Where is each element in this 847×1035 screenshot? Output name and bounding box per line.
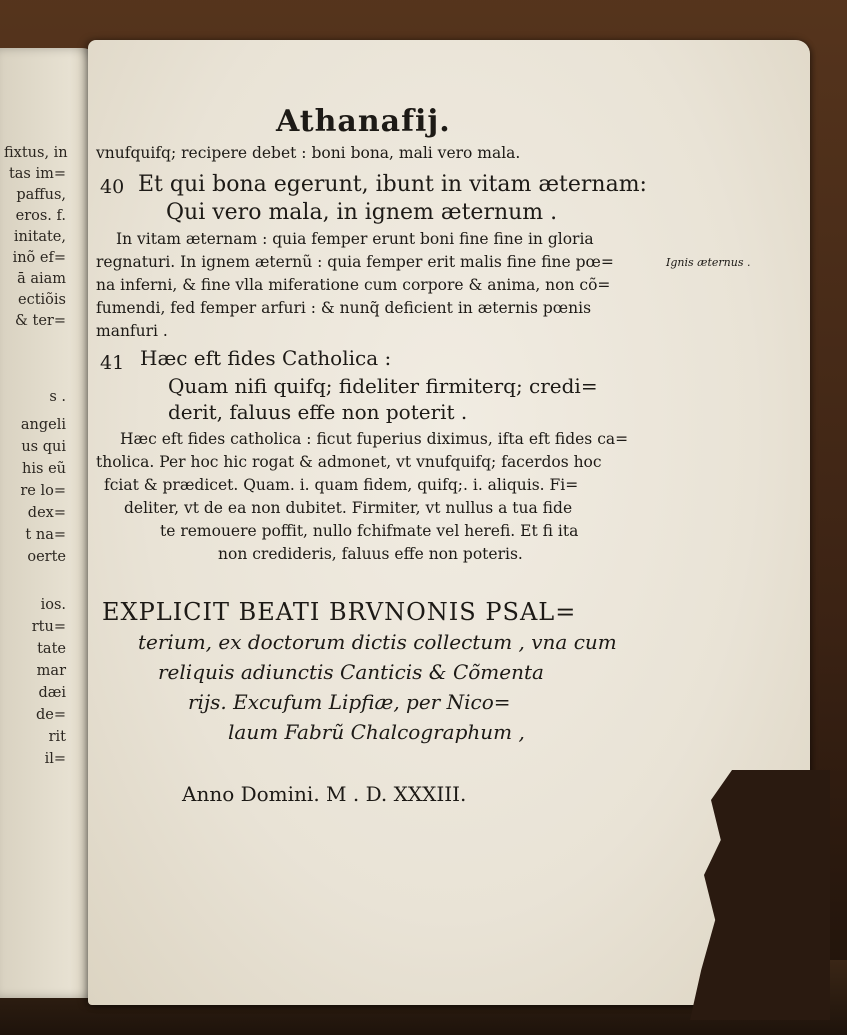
colophon-line: reliquis adiunctis Canticis & Cõmenta — [158, 660, 544, 684]
imprint-date: Anno Domini. M . D. XXXIII. — [182, 782, 467, 806]
right-page — [88, 40, 810, 1005]
left-fragment: rit — [48, 729, 66, 745]
left-fragment: angeli — [20, 417, 66, 433]
running-head: Athanafij. — [276, 104, 451, 139]
commentary-line: regnaturi. In ignem æternũ : quia femper erit malis fine fine pœ= — [96, 253, 614, 271]
commentary-line: non credideris, faluus effe non poteris. — [218, 545, 523, 563]
left-fragment: his eũ — [22, 461, 66, 477]
verse-line: Qui vero mala, in ignem æternum . — [166, 200, 558, 225]
commentary-line: na inferni, & fine vlla miferatione cum corpore & anima, non cõ= — [96, 276, 611, 294]
text-line: vnufquifq; recipere debet : boni bona, mali vero mala. — [96, 144, 521, 162]
left-fragment: tas im= — [8, 166, 66, 182]
colophon-line: rijs. Excufum Lipfiæ, per Nico= — [188, 690, 511, 714]
left-fragment: initate, — [13, 229, 66, 245]
left-fragment: tate — [37, 641, 66, 657]
commentary-line: tholica. Per hoc hic rogat & admonet, vt vnufquifq; facerdos hoc — [96, 453, 602, 471]
commentary-line: Hæc eft fides catholica : ficut fuperius diximus, ifta eft fides ca= — [120, 430, 629, 448]
left-fragment: mar — [36, 663, 66, 679]
verse-line: Quam nifi quifq; fideliter firmiterq; credi= — [168, 374, 598, 398]
left-fragment: us qui — [21, 439, 66, 455]
left-fragment: fixtus, in — [4, 145, 68, 161]
verse-line: derit, faluus effe non poterit . — [168, 400, 468, 424]
left-fragment: ios. — [40, 597, 66, 613]
commentary-line: deliter, vt de ea non dubitet. Firmiter, vt nullus a tua fide — [124, 499, 573, 517]
left-fragment: re lo= — [20, 483, 66, 499]
left-fragment: ā aiam — [17, 271, 66, 287]
left-fragment: dæi — [38, 685, 66, 701]
left-page — [0, 48, 100, 998]
left-fragment: paffus, — [16, 187, 66, 203]
left-fragment: oerte — [27, 549, 66, 565]
left-fragment: t na= — [25, 527, 66, 543]
left-fragment: inõ ef= — [12, 250, 66, 266]
left-fragment: & ter= — [14, 313, 66, 329]
verse-line: Hæc eft fides Catholica : — [140, 346, 392, 370]
left-fragment: dex= — [27, 505, 66, 521]
colophon-line: EXPLICIT BEATI BRVNONIS PSAL= — [102, 598, 577, 626]
verse-number: 41 — [100, 352, 125, 374]
commentary-line: manfuri . — [96, 322, 168, 340]
left-fragment: rtu= — [31, 619, 66, 635]
left-fragment: de= — [35, 707, 66, 723]
commentary-line: te remouere poffit, nullo fchifmate vel herefi. Et fi ita — [160, 522, 579, 540]
left-fragment: s . — [49, 389, 66, 405]
colophon-line: laum Fabrũ Chalcographum , — [228, 720, 525, 744]
margin-note: Ignis æternus . — [666, 256, 751, 269]
commentary-line: In vitam æternam : quia femper erunt boni fine fine in gloria — [116, 230, 594, 248]
left-fragment: ectiõis — [18, 292, 66, 308]
verse-number: 40 — [100, 176, 125, 198]
commentary-line: fumendi, fed femper arfuri : & nunq̃ deficient in æternis pœnis — [96, 299, 592, 317]
commentary-line: fciat & prædicet. Quam. i. quam fidem, quifq;. i. aliquis. Fi= — [104, 476, 579, 494]
verse-line: Et qui bona egerunt, ibunt in vitam æternam: — [138, 172, 647, 197]
left-fragment: il= — [44, 751, 66, 767]
colophon-line: terium, ex doctorum dictis collectum , vna cum — [138, 630, 617, 654]
left-fragment: eros. f. — [15, 208, 66, 224]
